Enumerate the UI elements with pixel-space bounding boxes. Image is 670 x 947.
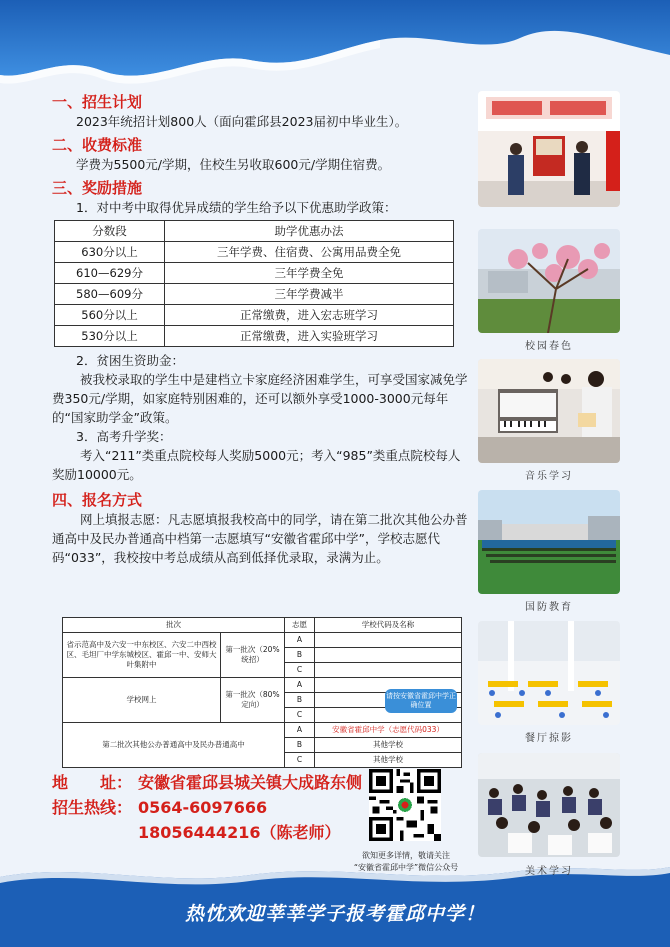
- award-header-policy: 助学优惠办法: [165, 221, 454, 242]
- award-policy: 三年学费、住宿费、公寓用品费全免: [165, 242, 454, 263]
- phone2-row: [52, 820, 362, 845]
- vol-other-school: 其他学校: [315, 753, 462, 768]
- vol-header-school: 学校代码及名称: [315, 618, 462, 633]
- rewards-item-3-text: 考入“211”类重点院校每人奖励5000元；考入“985”类重点院校每人奖励10000元。: [52, 448, 461, 482]
- vol-choice: C: [285, 708, 315, 723]
- photo-ceremony: [478, 91, 620, 207]
- enrollment-plan-text: 2023年统招计划800人（面向霍邱县2023届初中毕业生）。: [76, 114, 408, 129]
- fees-text: 学费为5500元/学期，住校生另收取600元/学期住宿费。: [76, 157, 391, 172]
- rewards-item-1: 1．对中考中取得优异成绩的学生给予以下优惠助学政策：: [76, 200, 397, 215]
- vol-choice: C: [285, 663, 315, 678]
- photo-canteen: [478, 621, 620, 725]
- phone-1: 0564-6097666: [138, 798, 268, 817]
- photo-caption: 音乐学习: [525, 471, 573, 482]
- vol-group2-batch: 第一批次（80%定向）: [221, 678, 285, 723]
- registration-text: 网上填报志愿：凡志愿填报我校高中的同学，请在第二批次其他公办普通高中及民办普通高中档第一志愿填写“安徽省霍邱中学”，学校志愿代码“033”，我校按中考总成绩从高到低择优录取，录满为止。: [52, 512, 468, 565]
- award-score: 560分以上: [55, 305, 165, 326]
- award-policy: 三年学费减半: [165, 284, 454, 305]
- photo-caption: 校园春色: [525, 341, 573, 352]
- photo-national-defense: [478, 490, 620, 594]
- award-policy: 正常缴费，进入宏志班学习: [165, 305, 454, 326]
- table-row: [55, 263, 454, 284]
- address-value: 安徽省霍邱县城关镇大成路东侧: [138, 773, 363, 792]
- vol-group1-schools: 省示范高中及六安一中东校区、六安二中西校区、毛坦厂中学东城校区、霍邱一中、安师大 叶集附中: [63, 633, 221, 678]
- vol-school-cell: [315, 663, 462, 678]
- main-content: [52, 88, 472, 567]
- vol-group3-batch: 第二批次其他公办普通高中及民办普通高中: [63, 723, 285, 768]
- table-row: [55, 284, 454, 305]
- phone-2: 18056444216（陈老师）: [138, 823, 341, 842]
- rewards-item-2-text: 被我校录取的学生中是建档立卡家庭经济困难学生，可享受国家减免学费350元/学期，如家庭特别困难的，还可以额外享受1000-3000元每年的“国家助学金”政策。: [52, 372, 468, 425]
- vol-group2-schools: 学校网上: [63, 678, 221, 723]
- award-score: 630分以上: [55, 242, 165, 263]
- qr-caption-line-1: 欲知更多详情，敬请关注: [362, 851, 450, 860]
- table-row: [55, 326, 454, 347]
- photo-caption: 国防教育: [525, 602, 573, 613]
- rewards-item-2: 2．贫困生资助金：: [76, 353, 184, 368]
- award-score: 580—609分: [55, 284, 165, 305]
- table-row: [63, 633, 462, 648]
- address-label: 地 址：: [52, 773, 133, 792]
- vol-table-header: [63, 618, 462, 633]
- vol-header-batch: 批次: [63, 618, 285, 633]
- award-policy: 正常缴费，进入实验班学习: [165, 326, 454, 347]
- qr-caption: [336, 850, 476, 874]
- vol-choice: B: [285, 738, 315, 753]
- photo-caption: 美术学习: [525, 866, 573, 877]
- section-title-enrollment-plan: 一、招生计划: [52, 93, 143, 111]
- contact-block: [52, 770, 362, 845]
- section-title-rewards: 三、奖励措施: [52, 179, 143, 197]
- award-header-score: 分数段: [55, 221, 165, 242]
- section-title-registration: 四、报名方式: [52, 491, 143, 509]
- tip-bubble: 请按安徽省霍邱中学正确位置: [385, 689, 457, 713]
- award-table-header: [55, 221, 454, 242]
- vol-school-cell: [315, 633, 462, 648]
- award-score: 610—629分: [55, 263, 165, 284]
- table-row: [55, 305, 454, 326]
- vol-choice: C: [285, 753, 315, 768]
- photo-art-study: [478, 753, 620, 857]
- table-row: [55, 242, 454, 263]
- vol-group1-batch: 第一批次（20%统招）: [221, 633, 285, 678]
- hotline-label: 招生热线：: [52, 798, 133, 817]
- vol-fill-school: 安徽省霍邱中学（志愿代码033）: [315, 723, 462, 738]
- photo-caption: 餐厅掠影: [525, 733, 573, 744]
- vol-choice: B: [285, 693, 315, 708]
- footer-slogan: 热忱欢迎莘莘学子报考霍邱中学！: [184, 903, 485, 925]
- vol-school-cell: [315, 648, 462, 663]
- award-policy: 三年学费全免: [165, 263, 454, 284]
- award-score: 530分以上: [55, 326, 165, 347]
- qr-caption-line-2: “安徽省霍邱中学”微信公众号: [353, 863, 459, 872]
- rewards-item-3: 3．高考升学奖：: [76, 429, 172, 444]
- vol-other-school: 其他学校: [315, 738, 462, 753]
- section-title-fees: 二、收费标准: [52, 136, 143, 154]
- vol-choice: A: [285, 633, 315, 648]
- vol-header-choice: 志愿: [285, 618, 315, 633]
- vol-choice: B: [285, 648, 315, 663]
- photo-campus-spring: [478, 229, 620, 333]
- qr-code[interactable]: [369, 769, 441, 841]
- table-row: [63, 723, 462, 738]
- address-row: [52, 770, 362, 795]
- award-table: [54, 220, 454, 347]
- vol-choice: A: [285, 723, 315, 738]
- vol-choice: A: [285, 678, 315, 693]
- hotline-row: [52, 795, 362, 820]
- photo-music-study: [478, 359, 620, 463]
